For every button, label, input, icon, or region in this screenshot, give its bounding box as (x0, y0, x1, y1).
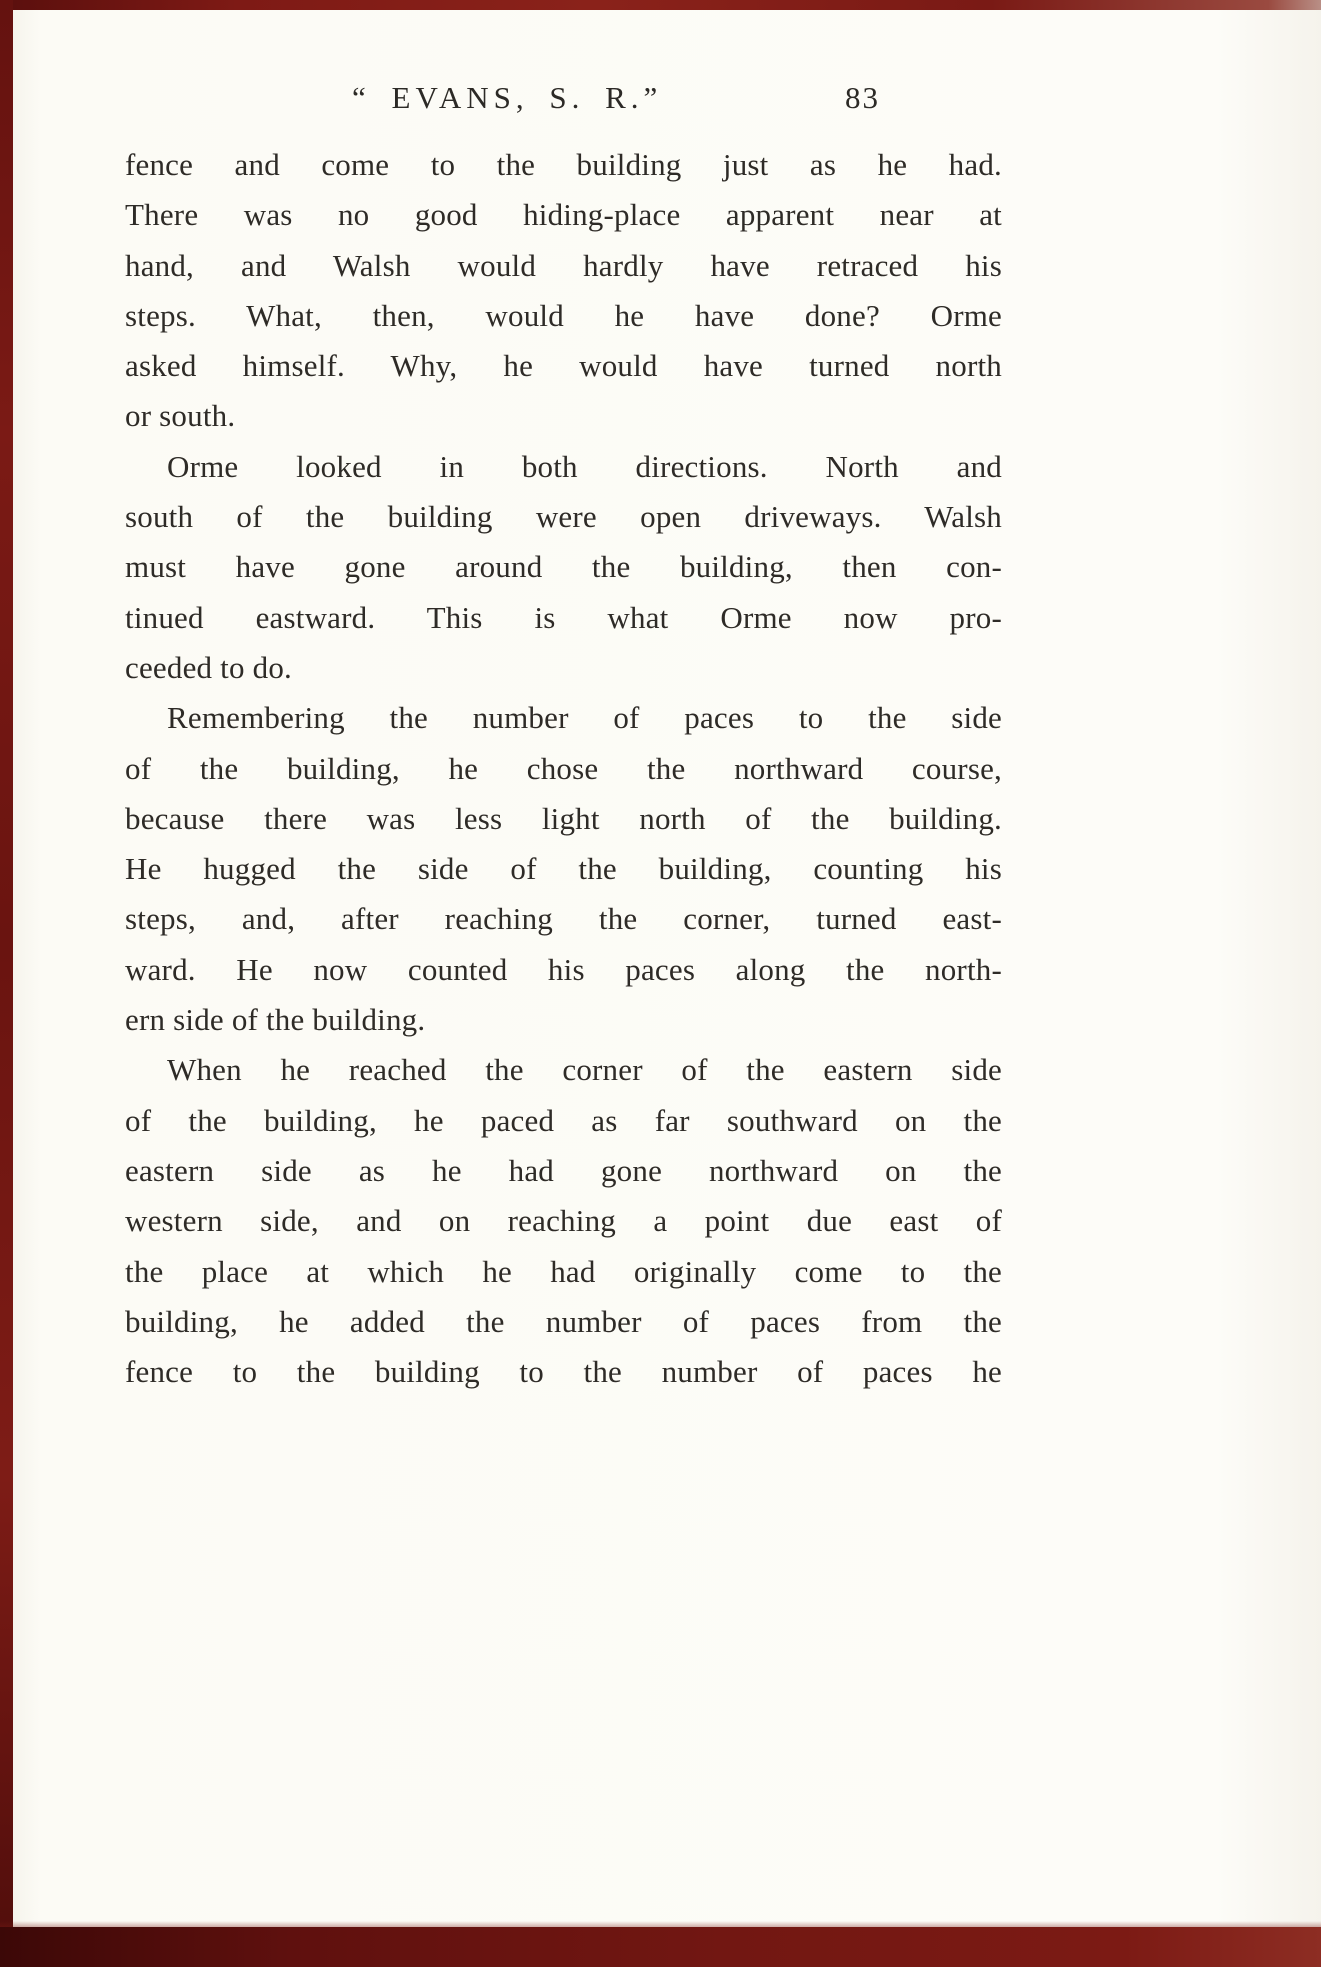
text-line: ward. He now counted his paces along the north- (125, 951, 1002, 987)
text-line: asked himself. Why, he would have turned north (125, 348, 1002, 384)
scan-edge-top (0, 0, 1321, 10)
text-line: steps. What, then, would he have done? Orme (125, 297, 1002, 333)
text-line: or south. (125, 398, 236, 434)
text-line: fence to the building to the number of paces he (125, 1354, 1002, 1390)
text-line: of the building, he paced as far southward on the (125, 1102, 1002, 1138)
page-number: 83 (845, 80, 880, 115)
text-line: He hugged the side of the building, counting his (125, 851, 1002, 887)
text-line: steps, and, after reaching the corner, turned east- (125, 901, 1002, 937)
running-title: “ EVANS, S. R.” (352, 80, 663, 115)
text-line: because there was less light north of the building. (125, 800, 1002, 836)
text-line: the place at which he had originally come to the (125, 1253, 1002, 1289)
text-line: eastern side as he had gone northward on the (125, 1152, 1002, 1188)
text-line: of the building, he chose the northward course, (125, 750, 1002, 786)
text-line: ceeded to do. (125, 649, 292, 685)
text-line: must have gone around the building, then con- (125, 549, 1002, 585)
text-line: building, he added the number of paces from the (125, 1303, 1002, 1339)
text-line: western side, and on reaching a point due east of (125, 1203, 1002, 1239)
text-line: There was no good hiding-place apparent near at (125, 197, 1002, 233)
scan-edge-left (0, 0, 13, 1967)
text-line: fence and come to the building just as he had. (125, 147, 1002, 182)
text-line: ern side of the building. (125, 1002, 426, 1038)
text-line: south of the building were open driveways. Walsh (125, 499, 1002, 535)
text-line: When he reached the corner of the eastern side (167, 1052, 1002, 1088)
text-line: Remembering the number of paces to the side (167, 700, 1002, 736)
text-line: hand, and Walsh would hardly have retraced his (125, 247, 1002, 283)
text-line: tinued eastward. This is what Orme now pro- (125, 599, 1002, 635)
text-line: Orme looked in both directions. North and (167, 448, 1002, 484)
scan-edge-bottom (0, 1927, 1321, 1967)
body-text (125, 140, 1002, 1397)
